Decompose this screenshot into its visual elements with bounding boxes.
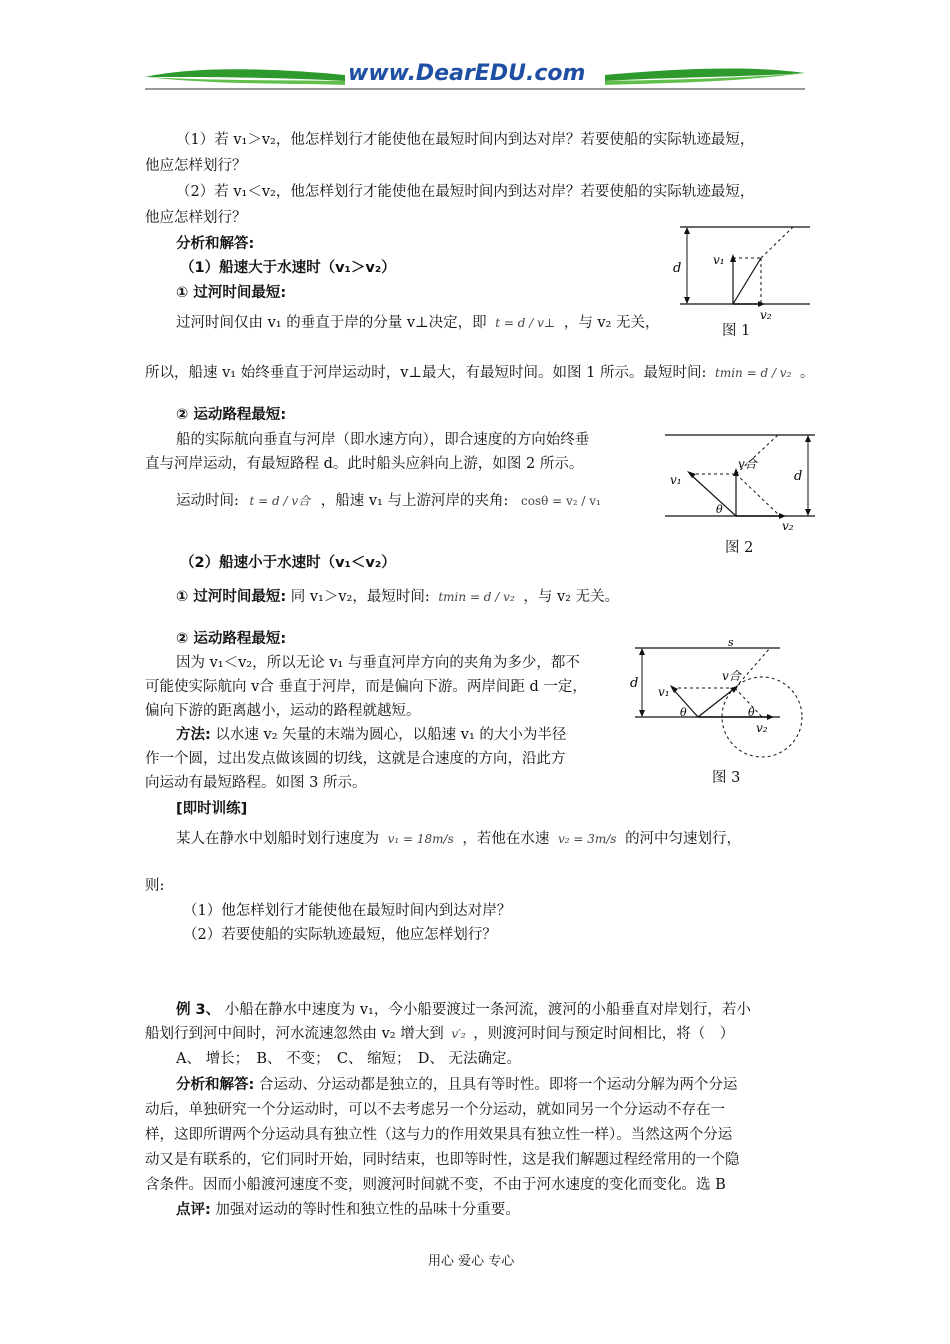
case2-time-line [176,580,619,614]
example3-analysis5: 含条件。因而小船渡河速度不变，则渡河时间就不变，不由于河水速度的变化而变化。选 B [145,1177,726,1193]
case2-heading: （2）船速小于水速时（v₁＜v₂） [180,555,396,571]
example3-analysis2: 动后，单独研究一个分运动时，可以不去考虑另一个分运动，就如同另一个分运动不存在一 [145,1102,725,1118]
fig2-label-v1: v₁ [670,473,682,487]
fig3-label-theta-1: θ [680,706,687,719]
case1-heading: （1）船速大于水速时（v₁＞v₂） [180,260,396,276]
example3-analysis1: 合运动、分运动都是独立的，且具有等时性。即将一个运动分解为两个分运 [258,1077,738,1093]
case1-time-formula-line [176,484,601,518]
example3-comment-label: 点评: [176,1202,211,1218]
example3-analysis3: 样，这即所谓两个分运动具有独立性（这与力的作用效果具有独立性一样）。当然这两个分运 [145,1127,733,1143]
case2-tmin-formula: tmin = d / v₂ [438,590,515,604]
question-1: （1）若 v₁＞v₂，他怎样划行才能使他在最短时间内到达对岸？若要使船的实际轨迹最短， [176,132,755,148]
fig1-label-d: d [673,261,682,276]
fig2-label-vhe: v合 [738,457,757,471]
fig3-label-vhe: v合 [722,669,741,683]
case2-time-text: 同 v₁＞v₂，最短时间: [290,589,430,605]
case1-time-line [176,306,660,340]
figure-2-diagram [660,430,820,535]
footer-text: 用心 爱心 专心 [428,1254,515,1269]
figure-3-diagram [630,640,815,765]
example3-analysis4: 动又是有联系的，它们同时开始，同时结束，也即等时性，这是我们解题过程经常用的一个隐 [145,1152,740,1168]
example3-analysis-label: 分析和解答: [176,1077,255,1093]
fig2-label-d: d [794,469,803,484]
fig3-label-s: s [728,640,734,649]
training-heading: [即时训练] [176,801,248,817]
figure-1 [665,222,815,342]
example3-comment: 加强对运动的等时性和独立性的品味十分重要。 [215,1202,520,1218]
case1-path-text2: 直与河岸运动，有最短路程 d。此时船头应斜向上游，如图 2 所示。 [145,456,584,472]
case1-path-text1: 船的实际航向垂直与河岸（即水速方向），即合速度的方向始终垂 [176,432,590,448]
example3-text2b: ，则渡河时间与预定时间相比，将（ ） [473,1026,735,1042]
case1-time-formula: t = d / v⊥ [495,316,556,330]
method-line-1 [176,723,566,744]
example3-line1 [176,998,751,1019]
case1-tmin-formula: tmin = d / v₂ [715,366,792,380]
method-text2: 作一个圆，过出发点做该圆的切线，这就是合速度的方向，沿此方 [145,751,566,767]
figure-1-caption: 图 1 [722,323,751,339]
case2-path-text2: 可能使实际航向 v合 垂直于河岸，而是偏向下游。两岸间距 d 一定， [145,679,587,695]
case1-path-heading: ② 运动路程最短: [176,407,287,423]
example3-line2 [145,1022,734,1043]
figure-2-caption: 图 2 [725,540,754,556]
training-text-d: 则: [145,878,165,894]
training-formula-v1: v₁ = 18m/s [387,832,454,846]
fig1-label-v2: v₂ [760,308,772,322]
training-text-b: ，若他在水速 [462,831,550,847]
example3-formula-v2p: v′₂ [451,1027,466,1041]
example3-label: 例 3、 [176,1002,221,1018]
fig2-label-theta: θ [716,503,723,516]
example3-text2a: 船划行到河中间时，河水流速忽然由 v₂ 增大到 [145,1026,444,1042]
fig1-label-v1: v₁ [713,253,725,267]
analysis-heading: 分析和解答: [176,236,255,252]
case1-angle-text: ，船速 v₁ 与上游河岸的夹角: [320,493,509,509]
fig3-label-v1: v₁ [658,685,670,699]
training-line [176,822,741,856]
case1-cos-formula: cosθ = v₂ / v₁ [520,494,601,508]
case2-path-text1: 因为 v₁＜v₂，所以无论 v₁ 与垂直河岸方向的夹角为多少，都不 [176,655,580,671]
case1-time-line-c [145,356,815,390]
question-2: （2）若 v₁＜v₂，他怎样划行才能使他在最短时间内到达对岸？若要使船的实际轨迹最短， [176,184,755,200]
case1-t-formula: t = d / v合 [249,494,311,508]
example3-text1: 小船在静水中速度为 v₁，今小船要渡过一条河流，渡河的小船垂直对岸划行，若小 [224,1002,751,1018]
training-q1: （1）他怎样划行才能使他在最短时间内到达对岸？ [183,903,512,919]
case1-time-text-a: 过河时间仅由 v₁ 的垂直于岸的分量 v⊥决定，即 [176,315,487,331]
figure-3 [630,640,815,790]
case1-time-text-c: 所以，船速 v₁ 始终垂直于河岸运动时，v⊥最大，有最短时间。如图 1 所示。最短时间: [145,365,707,381]
method-text3: 向运动有最短路程。如图 3 所示。 [145,775,367,791]
method-label: 方法: [176,727,211,743]
fig3-label-v2: v₂ [756,721,768,735]
example3-options: A、 增长； B、 不变； C、 缩短； D、 无法确定。 [176,1051,522,1067]
logo-text: www.DearEDU.com [348,61,586,86]
example3-analysis-line1 [176,1073,737,1094]
case2-path-heading: ② 运动路程最短: [176,631,287,647]
fig3-label-d: d [630,676,639,691]
training-formula-v2: v₂ = 3m/s [557,832,617,846]
fig2-label-v2: v₂ [782,519,794,533]
training-q2: （2）若要使船的实际轨迹最短，他应怎样划行？ [183,927,497,943]
figure-3-caption: 图 3 [712,770,741,786]
case2-path-text3: 偏向下游的距离越小，运动的路程就越短。 [145,703,421,719]
training-text-c: 的河中匀速划行， [625,831,742,847]
method-text1: 以水速 v₂ 矢量的末端为圆心，以船速 v₁ 的大小为半径 [215,727,567,743]
header-banner [140,55,810,95]
case1-time-heading: ① 过河时间最短: [176,285,287,301]
figure-2 [660,430,820,560]
fig3-label-theta-2: θ [748,706,755,719]
figure-1-diagram [665,222,815,322]
case2-time-heading: ① 过河时间最短: [176,589,287,605]
training-text-a: 某人在静水中划船时划行速度为 [176,831,379,847]
question-1-cont: 他应怎样划行？ [145,158,247,174]
example3-comment-line [176,1198,520,1219]
question-2-cont: 他应怎样划行？ [145,210,247,226]
case2-time-end: ，与 v₂ 无关。 [523,589,620,605]
case1-tmin-end: 。 [800,365,815,381]
case1-time-label: 运动时间: [176,493,239,509]
case1-time-text-b: ，与 v₂ 无关， [563,315,660,331]
